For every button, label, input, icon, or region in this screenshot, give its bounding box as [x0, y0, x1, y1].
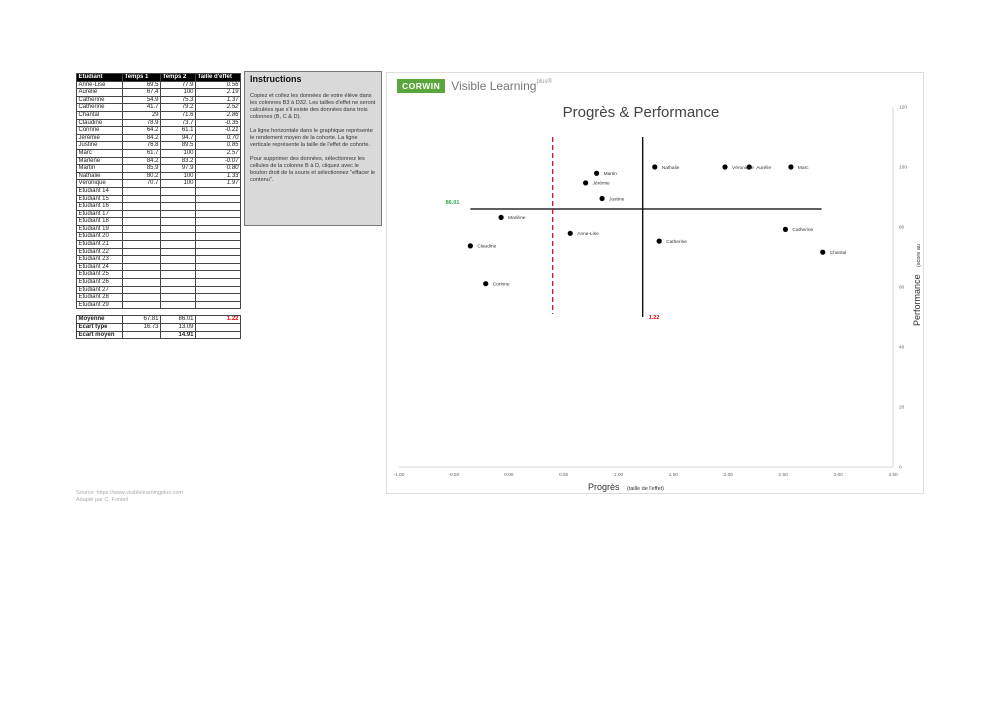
cell-temps2[interactable]: 100 — [161, 180, 196, 188]
cell-etudiant[interactable]: Corinne — [77, 127, 123, 135]
y-axis-label-main: Performance — [912, 274, 922, 326]
header-effet: Taille d'effet — [196, 74, 241, 82]
summary-value[interactable]: 14.91 — [161, 331, 196, 339]
x-axis-label — [588, 477, 664, 494]
cell-temps1[interactable]: 41.7 — [123, 104, 161, 112]
cell-effet[interactable]: -0.07 — [196, 157, 241, 165]
cell-temps1[interactable]: 84.2 — [123, 134, 161, 142]
cell-temps1[interactable]: 78.9 — [123, 119, 161, 127]
data-point-label: Nathalie — [661, 165, 680, 171]
data-point — [594, 171, 599, 176]
cell-temps1[interactable]: 54.9 — [123, 96, 161, 104]
x-axis-label-main: Progrès — [588, 482, 620, 492]
cell-etudiant[interactable]: Justine — [77, 142, 123, 150]
data-point-label: Aurélie — [756, 165, 772, 171]
cell-temps2[interactable]: 73.7 — [161, 119, 196, 127]
cell-temps2[interactable]: 77.9 — [161, 81, 196, 89]
cell-etudiant[interactable]: Etudiant 21 — [77, 241, 123, 249]
y-tick-label: 40 — [899, 345, 905, 351]
data-point — [468, 243, 473, 248]
y-tick-label: 60 — [899, 285, 905, 291]
cell-etudiant[interactable]: Etudiant 28 — [77, 294, 123, 302]
cell-effet[interactable]: 1.37 — [196, 96, 241, 104]
cell-etudiant[interactable]: Marlène — [77, 157, 123, 165]
cell-etudiant[interactable]: Etudiant 17 — [77, 210, 123, 218]
cell-effet[interactable]: 1.33 — [196, 172, 241, 180]
cell-etudiant[interactable]: Etudiant 25 — [77, 271, 123, 279]
data-point — [820, 250, 825, 255]
cell-temps1[interactable]: 76.8 — [123, 142, 161, 150]
cell-etudiant[interactable]: Anne-Lise — [77, 81, 123, 89]
cell-temps1[interactable]: 69.5 — [123, 81, 161, 89]
data-point-label: Martin — [603, 172, 617, 178]
cell-temps1[interactable]: 85.9 — [123, 165, 161, 173]
cell-temps2[interactable]: 89.5 — [161, 142, 196, 150]
summary-label[interactable]: Moyenne — [77, 316, 123, 324]
cell-effet[interactable]: 2.86 — [196, 111, 241, 119]
data-point — [657, 239, 662, 244]
cell-effet[interactable]: -0.35 — [196, 119, 241, 127]
summary-value[interactable]: 67.81 — [123, 316, 161, 324]
data-point-label: Marlène — [508, 216, 526, 222]
cell-etudiant[interactable]: Chantal — [77, 111, 123, 119]
chart-title: Progrès & Performance — [562, 104, 720, 121]
y-tick-label: 20 — [899, 405, 905, 411]
cell-effet[interactable]: -0.21 — [196, 127, 241, 135]
data-point — [788, 164, 793, 169]
cell-temps1[interactable]: 84.2 — [123, 157, 161, 165]
cell-etudiant[interactable]: Martin — [77, 165, 123, 173]
source-author: Adapté par C. Fonteil — [76, 497, 128, 503]
cell-temps2[interactable]: 71.6 — [161, 111, 196, 119]
cell-etudiant[interactable]: Etudiant 22 — [77, 248, 123, 256]
instructions-paragraph: Copiez et collez les données de votre élève dans les colonnes B3 à D32. Les tailles d'effet ne seront calculées que s'il existe des données dans trois colonnes (B, C & D). — [250, 93, 376, 120]
cell-temps2[interactable]: 79.2 — [161, 104, 196, 112]
x-tick-label: 2.50 — [778, 473, 788, 478]
cell-etudiant[interactable]: Etudiant 18 — [77, 218, 123, 226]
header-temps1: Temps 1 — [123, 74, 161, 82]
cell-temps2[interactable]: 83.2 — [161, 157, 196, 165]
cell-etudiant[interactable]: Etudiant 14 — [77, 187, 123, 195]
cell-etudiant[interactable]: Catherine — [77, 96, 123, 104]
x-tick-label: 3.50 — [888, 473, 898, 478]
instructions-title: Instructions — [250, 74, 302, 84]
data-point — [722, 164, 727, 169]
data-point-label: Justine — [609, 197, 625, 203]
data-point-label: Anne-Lise — [577, 232, 599, 238]
summary-value[interactable]: 16.73 — [123, 324, 161, 332]
axes-layer — [394, 105, 908, 479]
data-point-label: Chantal — [829, 251, 847, 256]
cell-etudiant[interactable]: Nathalie — [77, 172, 123, 180]
data-point — [568, 231, 573, 236]
summary-label[interactable]: Ecart moyen — [77, 331, 123, 339]
cell-temps1[interactable]: 80.2 — [123, 172, 161, 180]
logo-text-main: Visible Learning — [451, 79, 537, 93]
data-point-label: Claudine — [477, 244, 497, 250]
cell-temps2[interactable]: 100 — [161, 172, 196, 180]
cell-temps1[interactable]: 67.4 — [123, 89, 161, 97]
data-point-label: Catherine — [666, 239, 687, 245]
cell-etudiant[interactable]: Etudiant 24 — [77, 263, 123, 271]
y-tick-label: 80 — [899, 225, 905, 231]
cell-etudiant[interactable]: Claudine — [77, 119, 123, 127]
cell-temps2[interactable]: 75.3 — [161, 96, 196, 104]
cell-etudiant[interactable]: Etudiant 23 — [77, 256, 123, 264]
header-etudiant: Etudiant — [77, 74, 123, 82]
x-tick-label: 1.50 — [668, 473, 679, 478]
data-point — [783, 227, 788, 232]
header-temps2: Temps 2 — [161, 74, 196, 82]
cell-temps2[interactable]: 100 — [161, 89, 196, 97]
mean-performance-label: 86.01 — [445, 199, 460, 206]
x-tick-label: -1.00 — [393, 473, 405, 478]
x-tick-label: 2.00 — [723, 473, 734, 478]
cell-effet[interactable]: 0.80 — [196, 165, 241, 173]
summary-value[interactable]: 86.01 — [161, 316, 196, 324]
x-tick-label: 1.00 — [613, 473, 624, 478]
cell-temps2[interactable]: 94.7 — [161, 134, 196, 142]
cell-effet[interactable]: 0.56 — [196, 81, 241, 89]
source-url: Source: https://www.visiblelearningplus.com — [76, 490, 183, 496]
cell-temps2[interactable]: 61.1 — [161, 127, 196, 135]
cell-etudiant[interactable]: Marc — [77, 149, 123, 157]
cell-etudiant[interactable]: Catherine — [77, 104, 123, 112]
data-point-label: Catherine — [792, 228, 814, 234]
summary-label[interactable]: Ecart type — [77, 324, 123, 332]
data-point — [599, 196, 604, 201]
cell-etudiant[interactable]: Etudiant 15 — [77, 195, 123, 203]
cell-temps1[interactable]: 29 — [123, 111, 161, 119]
instructions-paragraph: La ligne horizontale dans le graphique représente le rendement moyen de la cohorte. La ligne verticale représente la taille de l'effet de cohorte. — [250, 128, 373, 148]
x-tick-label: 0.50 — [558, 473, 569, 478]
x-tick-label: -0.50 — [448, 473, 460, 478]
data-point — [583, 180, 588, 185]
cell-etudiant[interactable]: Etudiant 26 — [77, 279, 123, 287]
y-axis-label — [907, 244, 924, 326]
cell-etudiant[interactable]: Jérémie — [77, 134, 123, 142]
cell-temps1[interactable]: 64.2 — [123, 127, 161, 135]
data-point-label: Marc — [797, 165, 809, 171]
cell-etudiant[interactable]: Etudiant 16 — [77, 203, 123, 211]
x-tick-label: 0.00 — [504, 473, 514, 478]
data-point — [483, 281, 488, 286]
data-point-label: Jérémie — [592, 181, 610, 187]
data-point — [652, 164, 657, 169]
x-axis-label-small: (taille de l'effet) — [626, 486, 664, 492]
cell-effet[interactable]: 0.85 — [196, 142, 241, 150]
logo-sup: plus® — [536, 79, 552, 85]
cell-effet[interactable]: 1.97 — [196, 180, 241, 188]
cell-etudiant[interactable]: Etudiant 20 — [77, 233, 123, 241]
logo-box: CORWIN — [397, 79, 445, 93]
y-tick-label: 0 — [899, 465, 902, 471]
cell-etudiant[interactable]: Etudiant 27 — [77, 286, 123, 294]
cell-temps2[interactable]: 100 — [161, 149, 196, 157]
cell-temps1[interactable]: 61.7 — [123, 149, 161, 157]
summary-value[interactable]: 13.09 — [161, 324, 196, 332]
cell-etudiant[interactable]: Etudiant 19 — [77, 225, 123, 233]
cell-etudiant[interactable]: Véronique — [77, 180, 123, 188]
cell-temps2[interactable]: 97.9 — [161, 165, 196, 173]
cell-etudiant[interactable]: Etudiant 29 — [77, 301, 123, 309]
cell-effet[interactable]: 2.52 — [196, 104, 241, 112]
cell-effet[interactable]: 0.70 — [196, 134, 241, 142]
x-tick-label: 3.00 — [833, 473, 843, 478]
cell-effet[interactable]: 2.19 — [196, 89, 241, 97]
cell-temps1[interactable]: 70.7 — [123, 180, 161, 188]
y-axis-label-small: (score au — [916, 244, 922, 267]
points-layer — [468, 164, 847, 287]
cohort-effect-label: 1.22 — [648, 315, 660, 321]
summary-value[interactable]: 1.22 — [196, 316, 241, 324]
cell-effet[interactable]: 2.57 — [196, 149, 241, 157]
y-tick-label: 120 — [899, 105, 908, 111]
data-point-label: Corinne — [492, 282, 510, 288]
data-point — [498, 215, 503, 220]
y-tick-label: 100 — [899, 165, 908, 171]
cell-etudiant[interactable]: Aurélie — [77, 89, 123, 97]
instructions-paragraph: Pour supprimer des données, sélectionnez les cellules de la colonne B à D, cliquez avec le bouton droit de la souris et sélectionnez "effacer le contenu". — [250, 156, 376, 183]
data-point-label: Véronique — [732, 165, 754, 171]
